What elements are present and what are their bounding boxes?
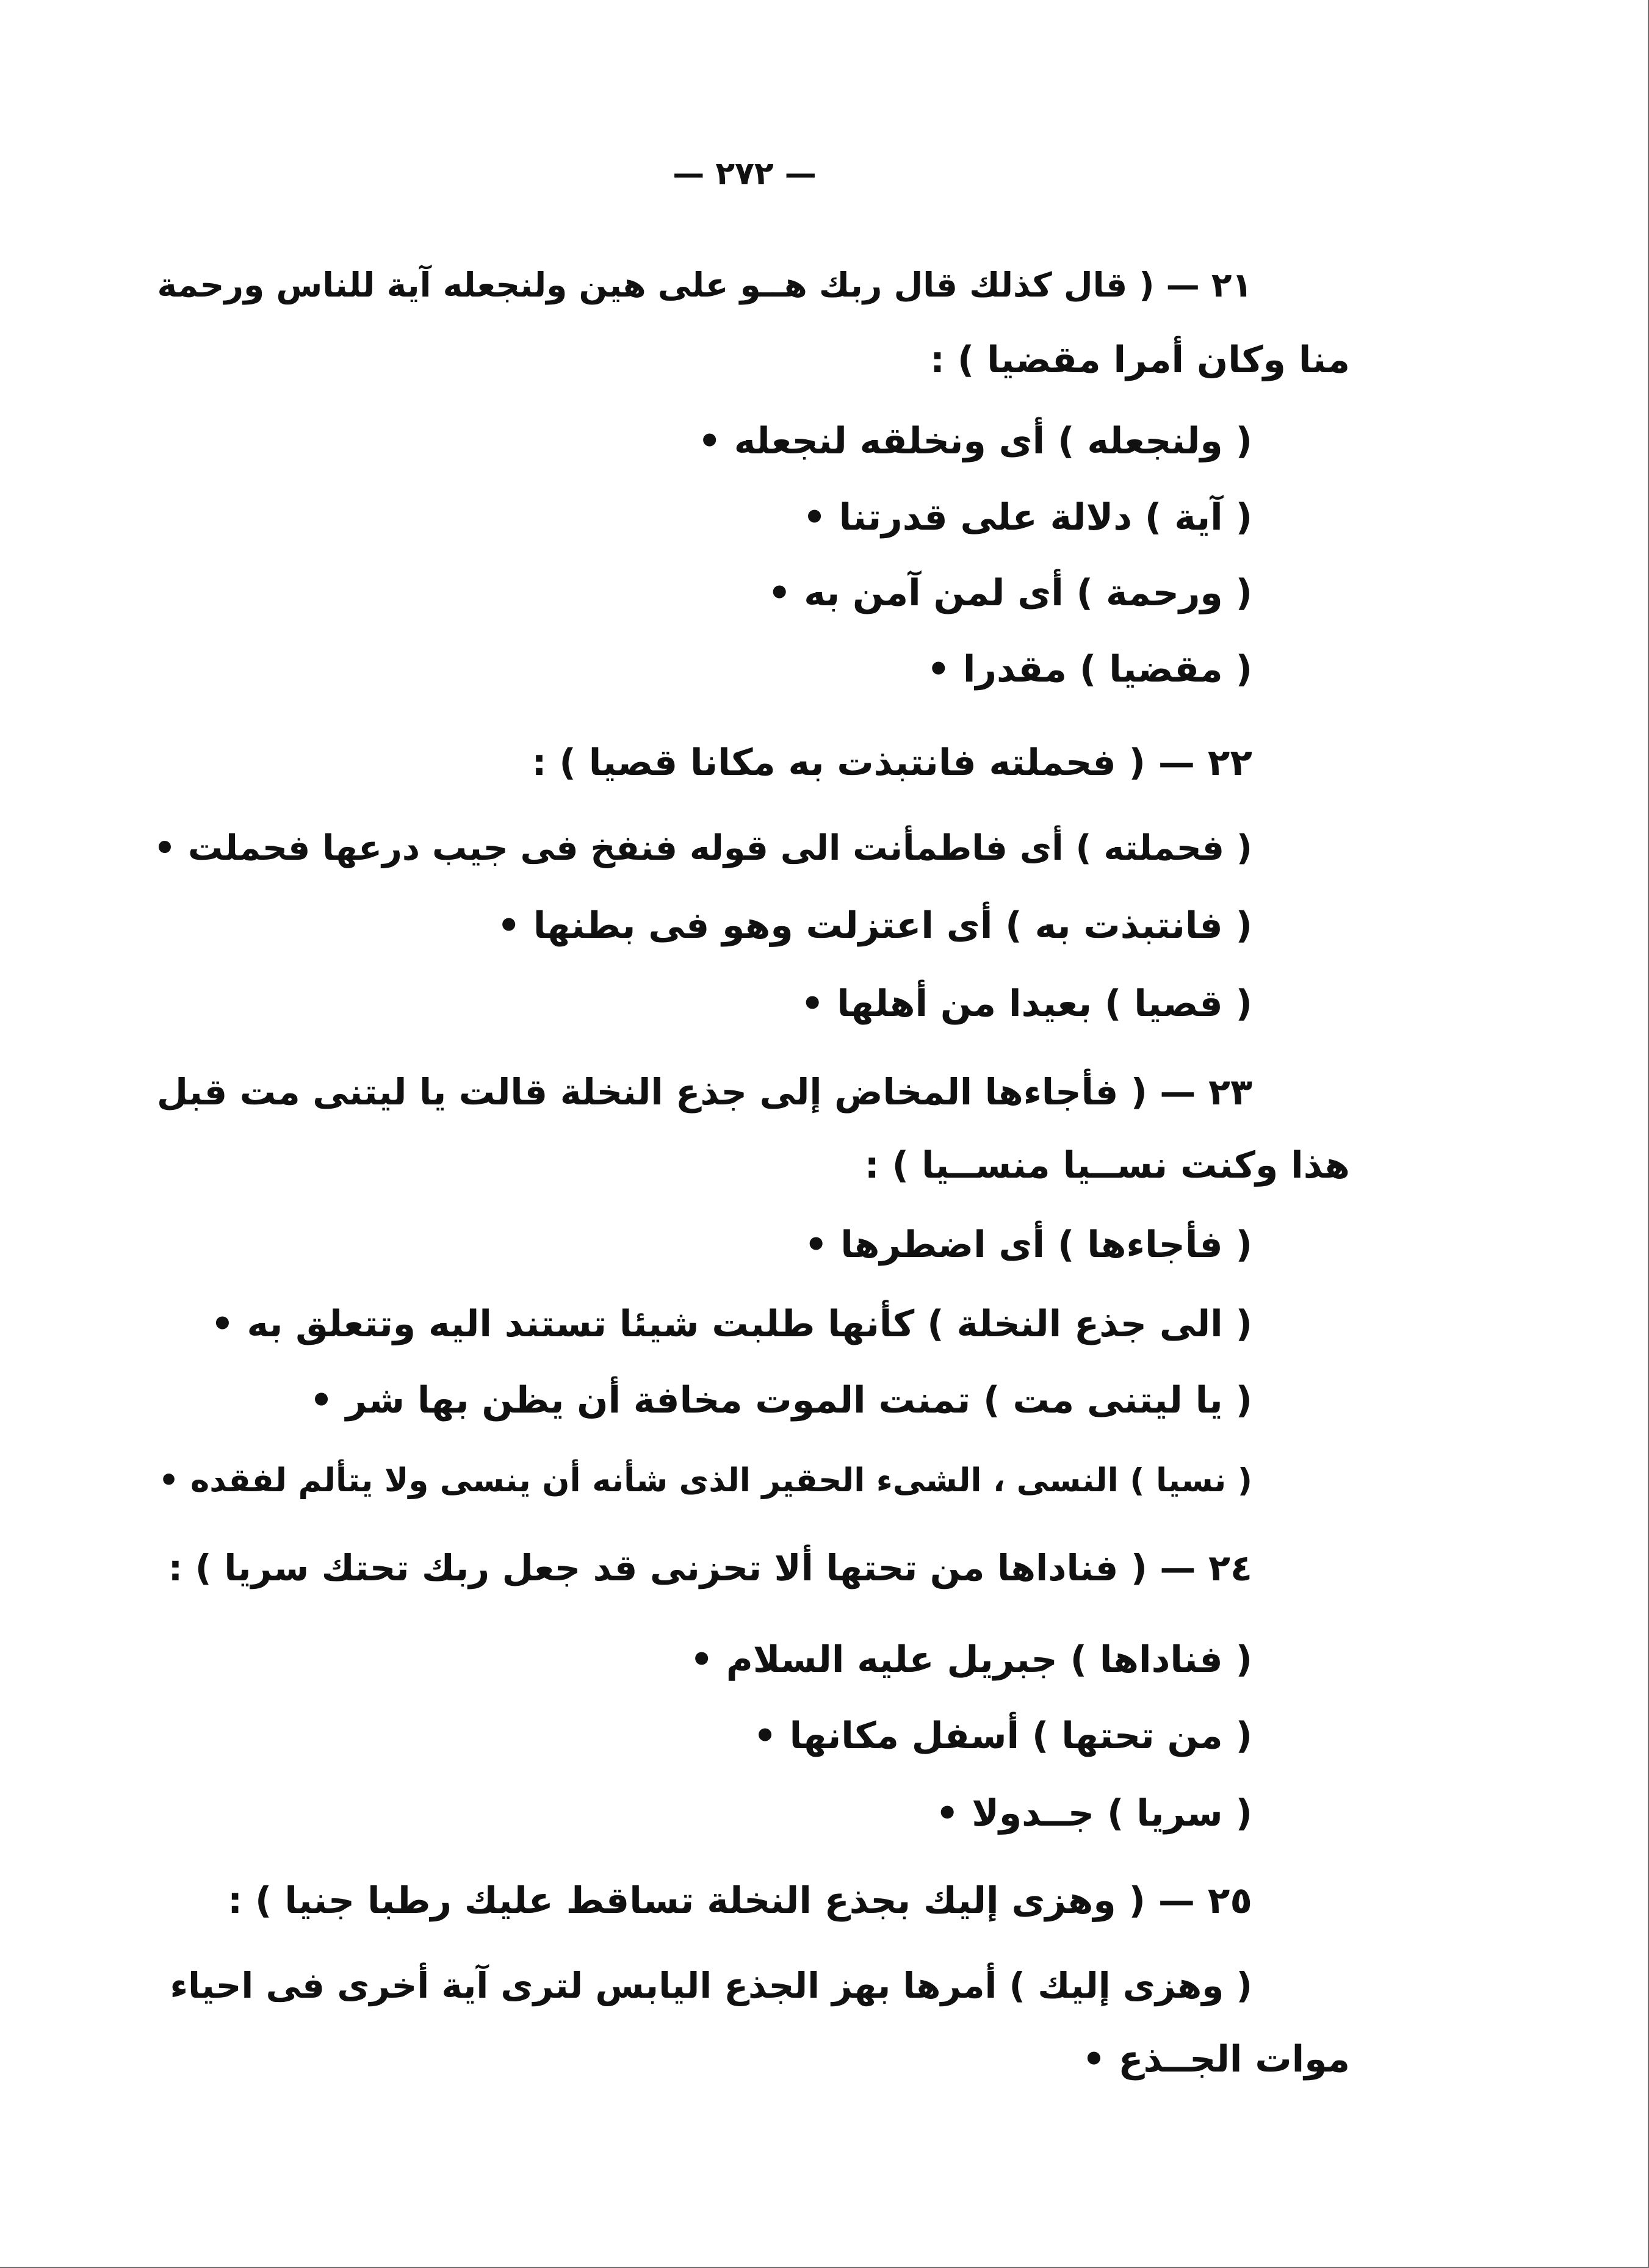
page-number: — ٢٧٢ — [673, 156, 817, 192]
gloss-line: ( فانتبذت به ) أى اعتزلت وهو فى بطنها • [497, 904, 1252, 947]
gloss-line: ( ورحمة ) أى لمن آمن به • [767, 572, 1252, 614]
gloss-line: ( فناداها ) جبريل عليه السلام • [690, 1638, 1252, 1681]
gloss-line: ( سريا ) جــدولا • [935, 1792, 1252, 1835]
gloss-line: ( يا ليتنى مت ) تمنت الموت مخافة أن يظن بها شر • [309, 1379, 1252, 1422]
verse-22: ٢٢ — ( فحملته فانتبذت به مكانا قصيا ) : [532, 741, 1252, 784]
verse-25: ٢٥ — ( وهزى إليك بجذع النخلة تساقط عليك رطبا جنيا ) : [228, 1879, 1252, 1922]
verse-21: ٢١ — ( قال كذلك قال ربك هــو على هين ولنجعله آية للناس ورحمة [157, 265, 1252, 304]
gloss-continuation: موات الجــذع • [1082, 2038, 1350, 2081]
gloss-line: ( آية ) دلالة على قدرتنا • [803, 496, 1252, 539]
verse-23-continuation: هذا وكنت نســيا منســيا ) : [864, 1144, 1350, 1187]
gloss-line: ( الى جذع النخلة ) كأنها طلبت شيئا تستند اليه وتتعلق به • [211, 1303, 1252, 1345]
verse-24: ٢٤ — ( فناداها من تحتها ألا تحزنى قد جعل ربك تحتك سريا ) : [168, 1547, 1252, 1589]
gloss-line: ( قصيا ) بعيدا من أهلها • [800, 982, 1252, 1025]
gloss-line: ( ولنجعله ) أى ونخلقه لنجعله • [698, 420, 1252, 463]
gloss-line: ( من تحتها ) أسفل مكانها • [753, 1715, 1252, 1757]
gloss-line: ( مقضيا ) مقدرا • [926, 648, 1252, 691]
verse-23: ٢٣ — ( فأجاءها المخاض إلى جذع النخلة قالت يا ليتنى مت قبل [156, 1071, 1252, 1113]
gloss-line: ( وهزى إليك ) أمرها بهز الجذع اليابس لترى آية أخرى فى احياء [170, 1965, 1252, 2006]
gloss-line: ( فحملته ) أى فاطمأنت الى قوله فنفخ فى جيب درعها فحملت • [153, 828, 1252, 868]
gloss-line: ( نسيا ) النسى ، الشىء الحقير الذى شأنه أن ينسى ولا يتألم لفقده • [158, 1462, 1252, 1499]
verse-21-continuation: منا وكان أمرا مقضيا ) : [929, 339, 1350, 381]
gloss-line: ( فأجاءها ) أى اضطرها • [804, 1223, 1252, 1266]
